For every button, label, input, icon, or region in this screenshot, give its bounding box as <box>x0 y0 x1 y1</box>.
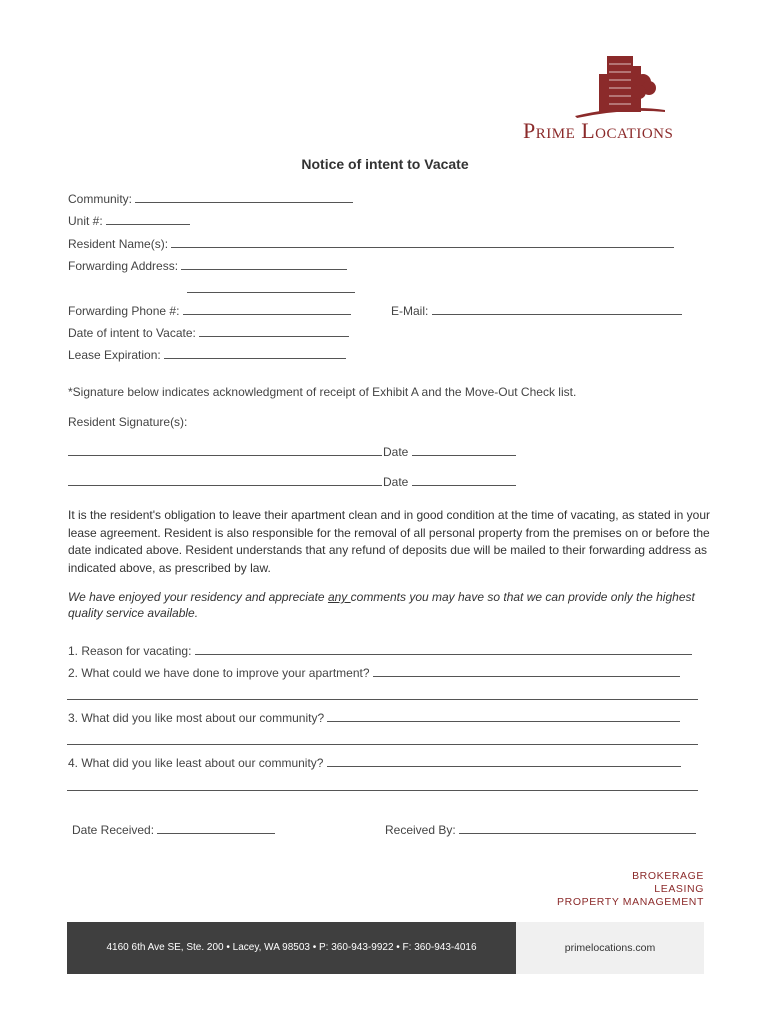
question-2-label: 2. What could we have done to improve your apartment? <box>68 666 370 680</box>
footer-website[interactable]: primelocations.com <box>516 922 704 974</box>
email-input-line[interactable] <box>432 303 682 315</box>
lease-expiration-input-line[interactable] <box>164 347 346 359</box>
community-label: Community: <box>68 192 133 206</box>
lease-expiration-field[interactable] <box>68 347 346 362</box>
question-1-answer-line[interactable] <box>195 643 692 655</box>
question-3-label: 3. What did you like most about our community? <box>68 711 325 725</box>
email-label: E-Mail: <box>391 304 429 318</box>
signature-row-2[interactable] <box>68 474 516 489</box>
question-1-label: 1. Reason for vacating: <box>68 644 192 658</box>
footer <box>67 922 704 974</box>
forwarding-phone-input-line[interactable] <box>183 303 351 315</box>
question-4-answer-line[interactable] <box>327 755 681 767</box>
email-field[interactable] <box>391 303 682 318</box>
unit-label: Unit #: <box>68 214 103 228</box>
signature-note: *Signature below indicates acknowledgment of receipt of Exhibit A and the Move-Out Check list. <box>68 385 577 399</box>
date-intent-input-line[interactable] <box>199 325 349 337</box>
brand-name: Prime Locations <box>523 118 674 143</box>
received-by-label: Received By: <box>385 823 456 837</box>
forwarding-address-line-2[interactable] <box>187 292 355 293</box>
question-2-answer-line-2[interactable] <box>67 699 698 700</box>
question-1[interactable] <box>68 643 692 658</box>
date-intent-label: Date of intent to Vacate: <box>68 326 196 340</box>
question-3-answer-line-2[interactable] <box>67 744 698 745</box>
comment-text-underlined: any <box>327 590 351 604</box>
building-logo-icon <box>515 52 715 120</box>
page-title: Notice of intent to Vacate <box>301 156 469 172</box>
signature-date-label-2: Date <box>383 475 409 489</box>
resident-names-field[interactable] <box>68 236 674 251</box>
service-leasing: LEASING <box>654 883 704 895</box>
forwarding-address-field[interactable] <box>68 258 347 273</box>
received-by-field[interactable] <box>385 822 696 837</box>
signature-date-line-1[interactable] <box>412 444 516 456</box>
question-3-answer-line[interactable] <box>327 710 680 722</box>
resident-names-input-line[interactable] <box>171 236 674 248</box>
question-4-answer-line-2[interactable] <box>67 790 698 791</box>
date-received-label: Date Received: <box>72 823 155 837</box>
signature-date-line-2[interactable] <box>412 474 516 486</box>
unit-input-line[interactable] <box>106 213 190 225</box>
forwarding-address-label: Forwarding Address: <box>68 259 179 273</box>
comment-paragraph <box>68 590 708 621</box>
service-property-management: PROPERTY MANAGEMENT <box>557 896 704 908</box>
footer-address: 4160 6th Ave SE, Ste. 200 • Lacey, WA 98503 • P: 360-943-9922 • F: 360-943-4016 <box>67 922 516 974</box>
signature-line-1[interactable] <box>68 444 382 456</box>
obligation-paragraph: It is the resident's obligation to leave their apartment clean and in good condition at the time of vacating, as stated in your lease agreement. Resident is also responsible for the removal of all personal property from the premises on or before the date indicated above. Resident understands that any refund of deposits due will be mailed to their forwarding address as indicated above, as prescribed by law. <box>68 508 711 575</box>
comment-text-before: We have enjoyed your residency and appreciate <box>68 590 328 604</box>
resident-names-label: Resident Name(s): <box>68 237 169 251</box>
lease-expiration-label: Lease Expiration: <box>68 348 161 362</box>
unit-field[interactable] <box>68 213 190 228</box>
date-intent-field[interactable] <box>68 325 349 340</box>
signature-label: Resident Signature(s): <box>68 415 188 429</box>
signature-row-1[interactable] <box>68 444 516 459</box>
community-input-line[interactable] <box>135 191 353 203</box>
question-2-answer-line[interactable] <box>373 665 680 677</box>
date-received-field[interactable] <box>72 822 275 837</box>
signature-line-2[interactable] <box>68 474 382 486</box>
services-list <box>557 870 704 909</box>
question-4[interactable] <box>68 755 681 770</box>
community-field[interactable] <box>68 191 353 206</box>
comment-text-after: comments you may have so that we can provide only the highest quality service available. <box>68 590 695 620</box>
forwarding-phone-label: Forwarding Phone #: <box>68 304 180 318</box>
received-by-input-line[interactable] <box>459 822 696 834</box>
question-4-label: 4. What did you like least about our community? <box>68 756 324 770</box>
signature-date-label-1: Date <box>383 445 409 459</box>
question-2[interactable] <box>68 665 680 680</box>
company-logo <box>515 52 715 144</box>
forwarding-address-input-line[interactable] <box>181 258 347 270</box>
question-3[interactable] <box>68 710 680 725</box>
service-brokerage: BROKERAGE <box>632 870 704 882</box>
forwarding-phone-field[interactable] <box>68 303 351 318</box>
date-received-input-line[interactable] <box>157 822 275 834</box>
